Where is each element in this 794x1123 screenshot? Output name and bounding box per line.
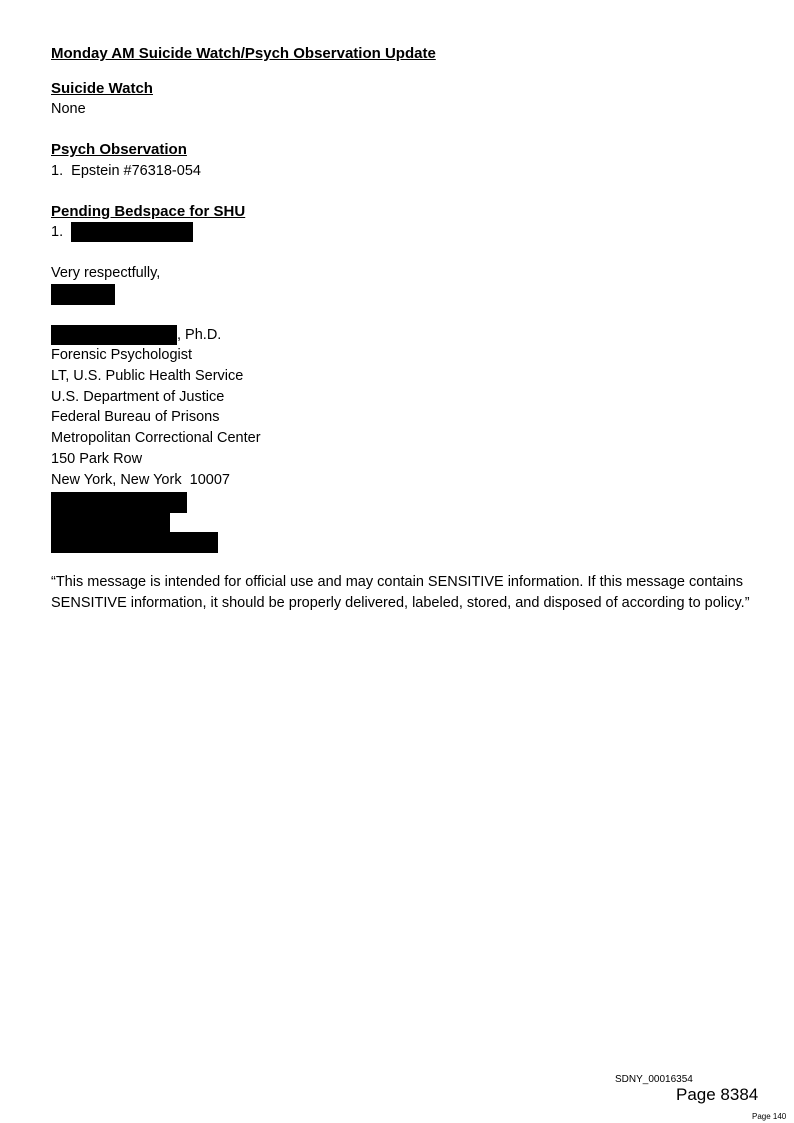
page-label: Page 8384 — [676, 1085, 759, 1104]
redaction-block — [51, 512, 170, 533]
signature-line: Forensic Psychologist — [51, 347, 193, 364]
psych-observation-item — [51, 161, 751, 182]
redaction-block — [51, 325, 177, 345]
closing-salutation: Very respectfully, — [51, 264, 161, 281]
suicide-watch-heading: Suicide Watch — [51, 79, 153, 97]
redaction-block — [51, 284, 115, 305]
redaction-block — [71, 222, 193, 242]
pending-bedspace-item-number: 1. — [51, 224, 64, 241]
signature-line: U.S. Department of Justice — [51, 388, 225, 405]
page-label-small: Page 140 — [752, 1112, 787, 1121]
contact-redactions — [51, 492, 751, 554]
suicide-watch-body: None — [51, 101, 86, 118]
psych-observation-heading: Psych Observation — [51, 141, 187, 159]
signature-line: Federal Bureau of Prisons — [51, 409, 220, 426]
signature-line: LT, U.S. Public Health Service — [51, 368, 244, 385]
signature-redaction-row — [51, 284, 751, 305]
signature-name-line — [51, 325, 751, 346]
pending-bedspace-item — [51, 222, 751, 243]
signature-line: 150 Park Row — [51, 450, 143, 467]
pending-bedspace-heading: Pending Bedspace for SHU — [51, 202, 246, 220]
psych-observation-item-number: 1. — [51, 162, 64, 179]
sensitivity-notice: “This message is intended for official use and may contain SENSITIVE information. If this message contains SENSITIVE information, it should be properly delivered, labeled, stored, and disposed of according to policy.” — [51, 574, 750, 611]
signature-credential: , Ph.D. — [177, 326, 222, 343]
bates-number: SDNY_00016354 — [615, 1074, 693, 1085]
redaction-block — [51, 492, 187, 513]
psych-observation-item-text: Epstein #76318-054 — [71, 162, 201, 179]
signature-line: New York, New York 10007 — [51, 471, 230, 488]
document-title: Monday AM Suicide Watch/Psych Observation Update — [51, 45, 436, 62]
redaction-block — [51, 532, 218, 553]
signature-line: Metropolitan Correctional Center — [51, 430, 261, 447]
document-body — [51, 44, 751, 614]
